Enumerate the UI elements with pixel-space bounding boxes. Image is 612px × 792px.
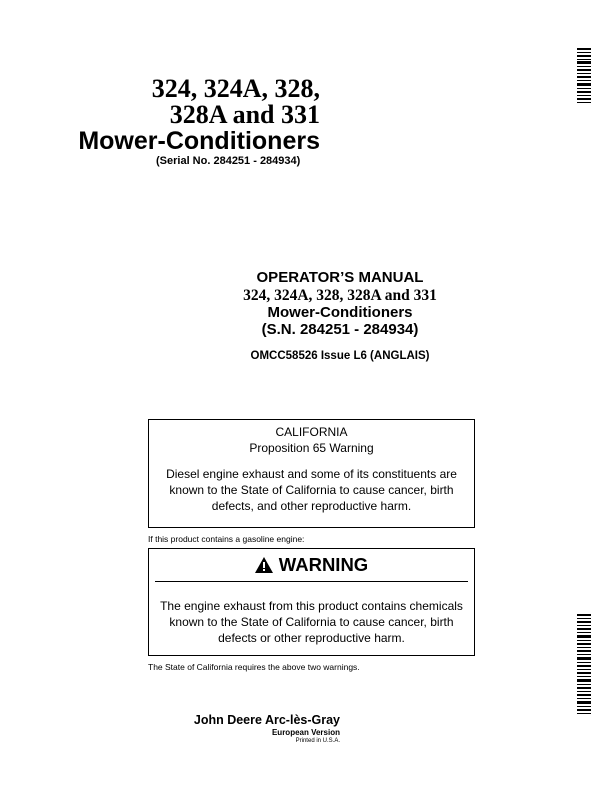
warning-box <box>148 548 475 656</box>
barcode-bottom <box>577 614 591 716</box>
california-subheading: Proposition 65 Warning <box>249 441 374 455</box>
requires-warnings-label: The State of California requires the above two warnings. <box>148 662 360 672</box>
title-line-1: 324, 324A, 328, <box>151 74 320 103</box>
manual-heading: OPERATOR’S MANUAL <box>256 269 424 286</box>
printed-label: Printed in U.S.A. <box>295 738 340 744</box>
manual-serial: (S.N. 284251 - 284934) <box>261 321 419 338</box>
publication-number: OMCC58526 Issue L6 (ANGLAIS) <box>250 350 430 362</box>
barcode-bottom-graphic <box>577 614 591 716</box>
manual-block <box>170 269 510 362</box>
warning-heading: WARNING <box>278 554 369 575</box>
california-prop65-box <box>148 419 475 528</box>
title-line-2: 328A and 331 <box>169 100 320 129</box>
barcode-top-graphic <box>577 48 591 106</box>
title-serial: (Serial No. 284251 - 284934) <box>156 155 301 167</box>
warning-triangle-icon <box>255 557 273 573</box>
barcode-top <box>577 48 591 106</box>
warning-header <box>155 549 468 582</box>
manual-product: Mower-Conditioners <box>267 304 413 321</box>
footer-block <box>193 713 340 744</box>
warning-text: The engine exhaust from this product contains chemicals known to the State of California to cause cancer, birth defects or other reproductive harm. <box>160 599 463 645</box>
california-heading: CALIFORNIA <box>275 425 348 439</box>
company-name: John Deere Arc-lès-Gray <box>193 713 340 727</box>
manual-models: 324, 324A, 328, 328A and 331 <box>243 287 437 304</box>
california-text: Diesel engine exhaust and some of its constituents are known to the State of California to cause cancer, birth defects, and other reproductive harm. <box>166 467 457 513</box>
cover-title <box>70 76 320 168</box>
version-label: European Version <box>271 728 340 737</box>
title-line-3: Mower-Conditioners <box>78 127 320 155</box>
gasoline-engine-label: If this product contains a gasoline engine: <box>148 534 305 544</box>
